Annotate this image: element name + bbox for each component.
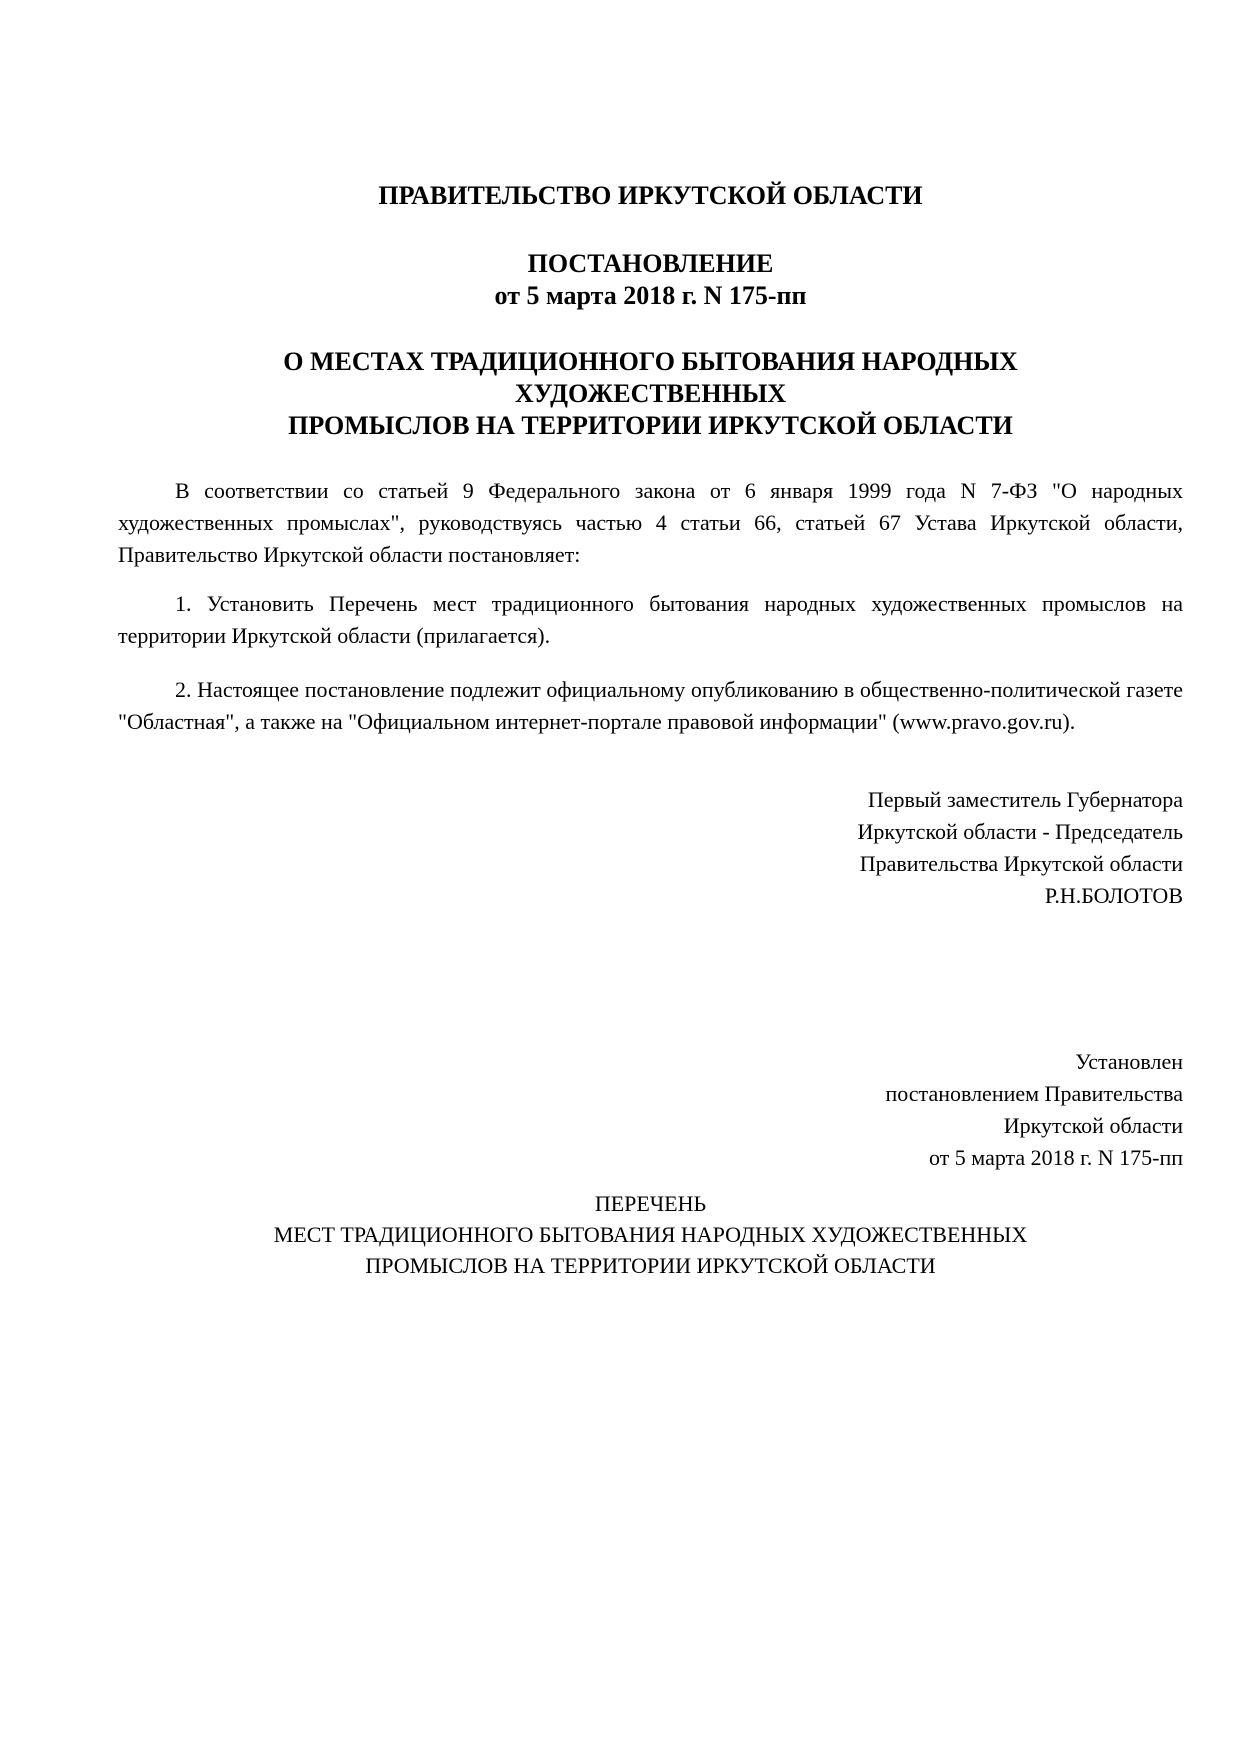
decree-title-line: О МЕСТАХ ТРАДИЦИОННОГО БЫТОВАНИЯ НАРОДНЫХ <box>283 347 1018 376</box>
signatory-name: Р.Н.БОЛОТОВ <box>1044 883 1183 908</box>
decree-header <box>118 248 1183 312</box>
decree-title-line: ХУДОЖЕСТВЕННЫХ <box>514 379 787 408</box>
signature-line: Правительства Иркутской области <box>859 851 1183 876</box>
list-heading-line: МЕСТ ТРАДИЦИОННОГО БЫТОВАНИЯ НАРОДНЫХ ХУДОЖЕСТВЕННЫХ <box>273 1222 1028 1247</box>
decree-type: ПОСТАНОВЛЕНИЕ <box>527 249 774 278</box>
signature-block <box>858 784 1183 912</box>
approval-stamp-block <box>885 1046 1183 1174</box>
approval-line: от 5 марта 2018 г. N 175-пп <box>928 1145 1183 1170</box>
decree-title-line: ПРОМЫСЛОВ НА ТЕРРИТОРИИ ИРКУТСКОЙ ОБЛАСТИ <box>288 411 1013 440</box>
list-heading <box>118 1188 1183 1281</box>
clause-1-paragraph: 1. Установить Перечень мест традиционного бытования народных художественных промыслов на территории Иркутской области (прилагается). <box>118 591 1183 648</box>
document-page <box>118 0 1183 1754</box>
preamble-paragraph: В соответствии со статьей 9 Федерального закона от 6 января 1999 года N 7-ФЗ "О народных художественных промыслах", руководствуясь частью 4 статьи 66, статьей 67 Устава Иркутской области, Правительство Иркутской области постановляет: <box>118 478 1183 567</box>
approval-line: Иркутской области <box>1003 1113 1183 1138</box>
list-heading-line: ПЕРЕЧЕНЬ <box>594 1191 707 1216</box>
signature-line: Первый заместитель Губернатора <box>867 787 1183 812</box>
signature-line: Иркутской области - Председатель <box>857 819 1183 844</box>
government-name: ПРАВИТЕЛЬСТВО ИРКУТСКОЙ ОБЛАСТИ <box>378 181 923 210</box>
decree-title <box>118 346 1183 442</box>
approval-line: Установлен <box>1075 1049 1183 1074</box>
approval-line: постановлением Правительства <box>885 1081 1183 1106</box>
clause-2-paragraph: 2. Настоящее постановление подлежит официальному опубликованию в общественно-политической газете "Областная", а также на "Официальном интернет-портале правовой информации" (www.pravo.gov.ru). <box>118 677 1183 734</box>
decree-date-number: от 5 марта 2018 г. N 175-пп <box>494 281 807 310</box>
list-heading-line: ПРОМЫСЛОВ НА ТЕРРИТОРИИ ИРКУТСКОЙ ОБЛАСТИ <box>365 1253 936 1278</box>
